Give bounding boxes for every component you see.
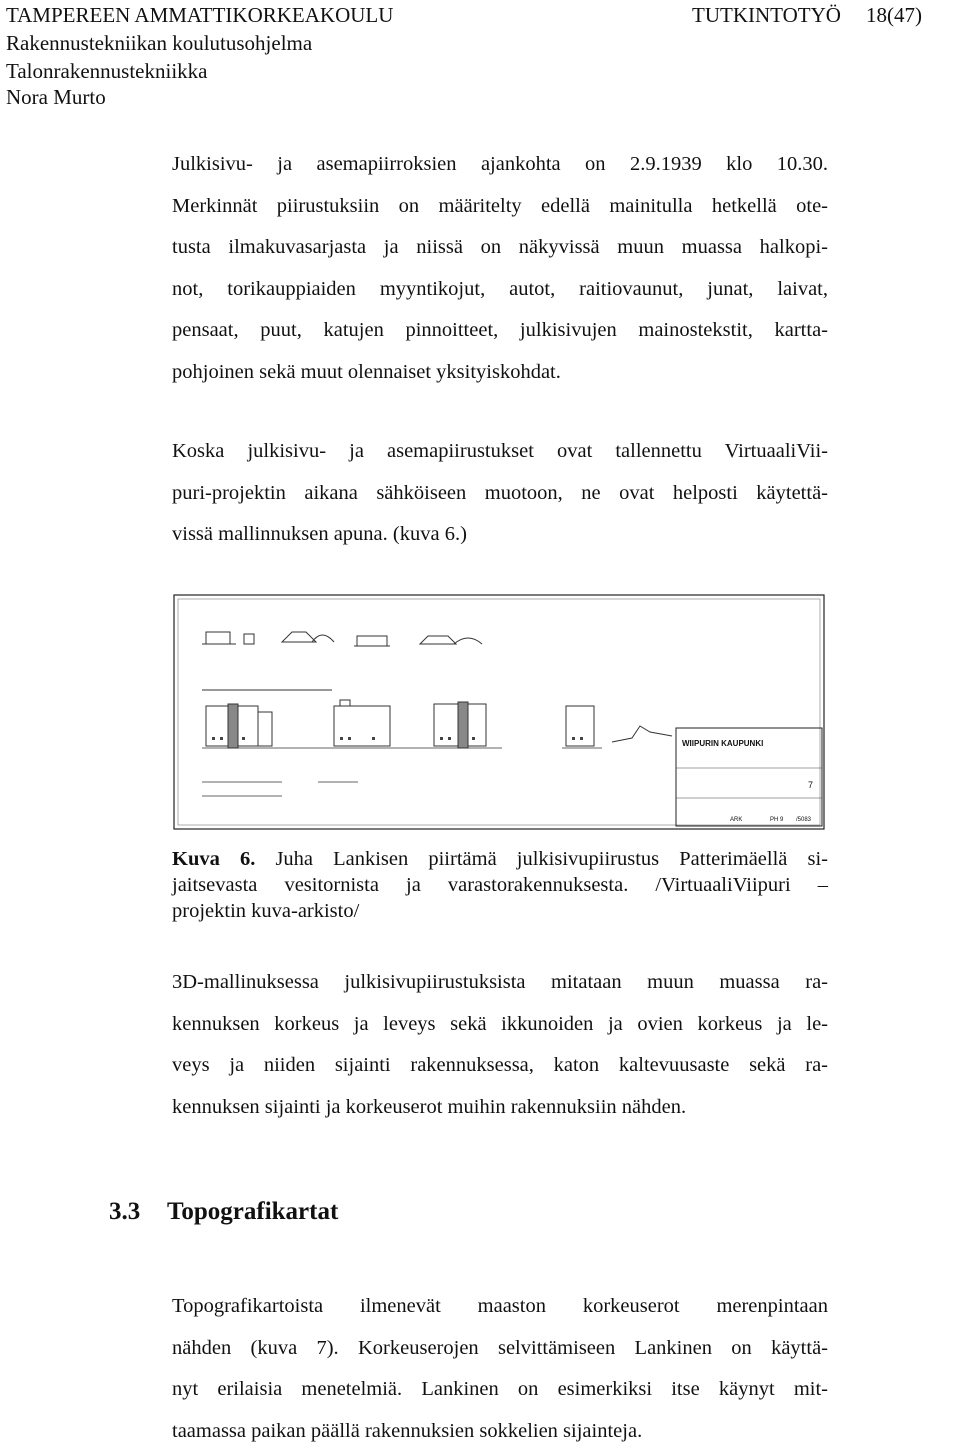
paragraph-4 — [172, 1286, 828, 1452]
text-line: nähden (kuva 7). Korkeuserojen selvittämiseen Lankinen on käyttä- — [172, 1328, 828, 1370]
text-line: Koska julkisivu- ja asemapiirustukset ovat tallennettu VirtuaaliVii- — [172, 431, 828, 473]
paragraph-2 — [172, 431, 828, 556]
text-line: pensaat, puut, katujen pinnoitteet, julkisivujen mainostekstit, kartta- — [172, 310, 828, 352]
text-line: kennuksen sijainti ja korkeuserot muihin rakennuksiin nähden. — [172, 1087, 828, 1129]
text-line: pohjoinen sekä muut olennaiset yksityiskohdat. — [172, 352, 828, 394]
text-line: Julkisivu- ja asemapiirroksien ajankohta on 2.9.1939 klo 10.30. — [172, 144, 828, 186]
text-line: puri-projektin aikana sähköiseen muotoon, ne ovat helposti käytettä- — [172, 473, 828, 515]
section-heading — [109, 1198, 338, 1226]
header-institution: TAMPEREEN AMMATTIKORKEAKOULU — [6, 2, 393, 28]
caption-line: jaitsevasta vesitornista ja varastorakennuksesta. /VirtuaaliViipuri – — [172, 872, 828, 898]
stamp-code: ARK — [730, 817, 742, 823]
text-line: taamassa paikan päällä rakennuksien sokkelien sijainteja. — [172, 1411, 828, 1452]
text-line: 3D-mallinuksessa julkisivupiirustuksista mitataan muun muassa ra- — [172, 962, 828, 1004]
text-line: veys ja niiden sijainti rakennuksessa, katon kaltevuusaste sekä ra- — [172, 1045, 828, 1087]
text-line: Merkinnät piirustuksiin on määritelty edellä mainitulla hetkellä ote- — [172, 186, 828, 228]
stamp-number: 7 — [808, 780, 813, 790]
text-line: tusta ilmakuvasarjasta ja niissä on näkyvissä muun muassa halkopi- — [172, 227, 828, 269]
paragraph-1 — [172, 144, 828, 393]
stamp-ref: PH 9 — [770, 817, 784, 823]
header-doc-type: TUTKINTOTYÖ — [692, 2, 841, 28]
text-line: not, torikauppiaiden myyntikojut, autot, raitiovaunut, junat, laivat, — [172, 269, 828, 311]
facade-drawing — [172, 592, 828, 832]
header-author: Nora Murto — [6, 84, 106, 110]
figure-caption — [172, 846, 828, 924]
text-line: nyt erilaisia menetelmiä. Lankinen on esimerkiksi itse käynyt mit- — [172, 1369, 828, 1411]
header-specialisation: Talonrakennustekniikka — [6, 58, 207, 84]
caption-text: Juha Lankisen piirtämä julkisivupiirustus Patterimäellä si- — [275, 848, 828, 870]
header-programme: Rakennustekniikan koulutusohjelma — [6, 30, 312, 56]
text-line: vissä mallinnuksen apuna. (kuva 6.) — [172, 514, 828, 556]
stamp-id: /5083 — [796, 817, 812, 823]
section-number: 3.3 — [109, 1198, 167, 1226]
facade-drawing-figure — [172, 592, 828, 832]
header-page-number: 18(47) — [866, 2, 922, 28]
text-line: Topografikartoista ilmenevät maaston korkeuserot merenpintaan — [172, 1286, 828, 1328]
caption-line — [172, 846, 828, 872]
stamp-title: WIIPURIN KAUPUNKI — [682, 739, 763, 748]
paragraph-3 — [172, 962, 828, 1128]
text-line: kennuksen korkeus ja leveys sekä ikkunoiden ja ovien korkeus ja le- — [172, 1004, 828, 1046]
caption-line: projektin kuva-arkisto/ — [172, 898, 828, 924]
section-title: Topografikartat — [167, 1198, 338, 1225]
caption-label: Kuva 6. — [172, 848, 255, 870]
